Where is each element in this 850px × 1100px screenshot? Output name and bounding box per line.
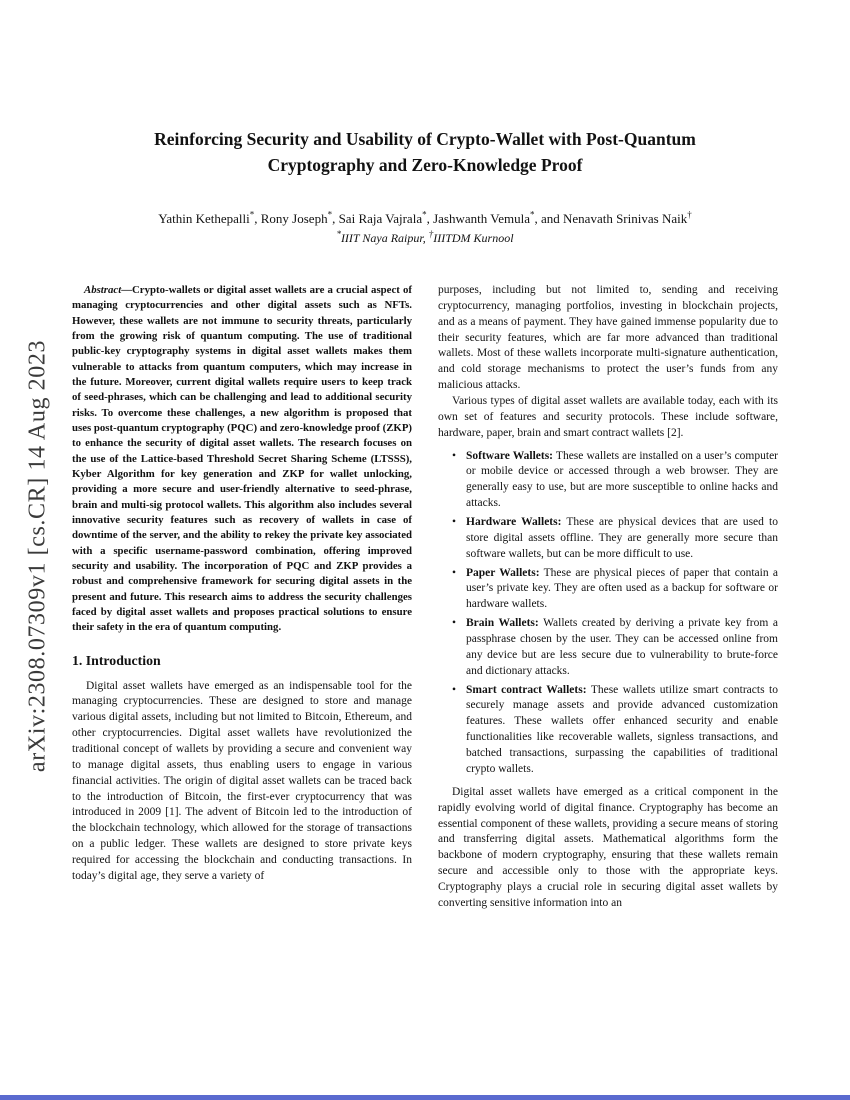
author-name: Jashwanth Vemula*, and xyxy=(433,209,564,226)
abstract xyxy=(72,283,412,636)
affiliation-mark: * xyxy=(336,229,341,239)
wallet-type-text: These are physical pieces of paper that contain a user’s private key. They are often used as a backup for software or hardware wallets. xyxy=(466,566,778,611)
abstract-label: Abstract xyxy=(84,284,122,296)
affiliation-text: IIITDM Kurnool xyxy=(433,231,514,245)
list-item xyxy=(442,515,778,563)
author-separator: , xyxy=(332,211,339,226)
wallet-type-label: Smart contract Wallets: xyxy=(466,683,587,696)
wallet-type-text: These wallets are installed on a user’s computer or mobile device or accessed through a web browser. They are generally easy to use, but are more susceptible to online hacks and attacks. xyxy=(466,449,778,510)
list-item-body xyxy=(466,683,778,778)
bullet-icon: • xyxy=(451,617,457,630)
intro-paragraph-1: Digital asset wallets have emerged as an indispensable tool for the managing cryptocurrencies. These are designed to store and manage various digital assets, including but not limited to Bitcoin, Ethereum, and other cryptocurrencies. Digital asset wallets have revolutionized the traditional concept of wallets by providing a secure and convenient way to manage digital assets, thus enabling users to engage in various financial activities. The origin of digital asset wallets can be traced back to the introduction of Bitcoin, the first-ever cryptocurrency that was introduced in 2009 [1]. The advent of Bitcoin led to the introduction of the blockchain technology, which allowed for the storage of transactions on a public ledger. These wallets are designed to store private keys required for accessing the blockchain and conducting transactions. In today’s digital age, they serve a variety of xyxy=(72,679,412,882)
author-name: Yathin Kethepalli*, xyxy=(158,209,261,226)
bullet-icon: • xyxy=(451,566,457,579)
intro-paragraph-2: Various types of digital asset wallets are available today, each with its own set of features and security protocols. These include software, hardware, paper, brain and smart contract wallets [2]. xyxy=(438,395,778,439)
list-item xyxy=(442,449,778,512)
list-item-body xyxy=(466,566,778,614)
author-mark: * xyxy=(529,209,535,220)
wallet-type-text: Wallets created by deriving a private key from a passphrase chosen by the user. They can be accessed online from any device but are less secure due to vulnerability to brute-force and dictionary attacks. xyxy=(466,617,778,677)
abstract-text: —Crypto-wallets or digital asset wallets are a crucial aspect of managing cryptocurrencies and other digital assets such as NFTs. However, these wallets are not immune to security threats, particularly from the growing risk of quantum computing. The use of traditional public-key cryptography systems in digital asset wallets makes them vulnerable to attacks from quantum computers, which may increase in the future. Moreover, current digital wallets require users to keep track of seed-phrases, which can be challenging and lead to additional security risks. To overcome these challenges, a new algorithm is proposed that uses post-quantum cryptography (PQC) and zero-knowledge proof (ZKP) to enhance the security of digital asset wallets. The research focuses on the use of the Lattice-based Threshold Secret Sharing Scheme (LTSSS), Kyber Algorithm for key generation and ZKP for wallet unlocking, providing a more secure and user-friendly alternative to seed-phrase, brain and multi-sig protocol wallets. This algorithm also includes several innovative security features such as recovery of wallets in case of downtime of the server, and the ability to rekey the private key associated with a specific username-password combination, offering improved security and usability. The incorporation of PQC and ZKP provides a robust and comprehensive framework for securing digital assets in the present and future. This research aims to address the security challenges faced by digital asset wallets and proposes practical solutions to ensure their safety in the era of quantum computing. xyxy=(72,284,413,634)
wallet-type-label: Software Wallets: xyxy=(466,449,554,462)
two-column-body xyxy=(72,283,778,912)
list-item xyxy=(442,683,778,778)
right-column xyxy=(438,283,778,912)
section-heading-introduction: 1. Introduction xyxy=(72,652,161,668)
author-name: Sai Raja Vajrala*, xyxy=(338,209,434,226)
bottom-border xyxy=(0,1095,850,1100)
affiliation-line xyxy=(0,231,850,246)
author-mark: * xyxy=(249,209,255,220)
affiliation-text: IIIT Naya Raipur, xyxy=(340,231,429,245)
wallet-type-label: Paper Wallets: xyxy=(466,566,540,579)
wallet-types-list xyxy=(442,449,778,778)
intro-paragraph-1-continued: purposes, including but not limited to, sending and receiving cryptocurrency, managing portfolios, investing in blockchain projects, and as a means of payment. They have gained immense popularity due to their security features, which are far more advanced than traditional wallets. Most of these wallets incorporate multi-signature authentication, and cold storage mechanisms to protect the user’s funds from any malicious attacks. xyxy=(438,284,778,392)
author-mark: * xyxy=(327,209,333,220)
author-name: Rony Joseph*, xyxy=(260,209,339,226)
paper-title-text: Reinforcing Security and Usability of Crypto-Wallet with Post-Quantum Cryptography and Zero-Knowledge Proof xyxy=(154,129,696,176)
bullet-icon: • xyxy=(451,449,457,462)
list-item-body xyxy=(466,515,778,563)
bullet-icon: • xyxy=(451,516,457,529)
wallet-type-label: Hardware Wallets: xyxy=(466,516,562,529)
authors-line xyxy=(0,211,850,227)
wallet-type-text: These wallets utilize smart contracts to securely manage assets and provide advanced customization features. These wallets offer enhanced security and enable functionalities like recoverable wallets, signless transactions, and batched transactions, surpassing the capabilities of traditional crypto wallets. xyxy=(466,683,778,775)
author-name: Nenavath Srinivas Naik† xyxy=(563,209,692,226)
bullet-icon: • xyxy=(451,683,457,696)
paper-title xyxy=(0,126,850,179)
list-item xyxy=(442,616,778,679)
list-item-body xyxy=(466,449,778,512)
list-item xyxy=(442,566,778,614)
arxiv-watermark: arXiv:2308.07309v1 [cs.CR] 14 Aug 2023 xyxy=(24,339,51,773)
wallet-type-text: These are physical devices that are used to store digital assets offline. They are generally more secure than software wallets, but can be more difficult to use. xyxy=(466,516,778,560)
author-separator: , xyxy=(254,211,261,226)
list-item-body xyxy=(466,616,778,679)
wallet-type-label: Brain Wallets: xyxy=(466,617,539,630)
left-column xyxy=(72,283,412,912)
author-mark: * xyxy=(422,209,427,220)
author-separator: , xyxy=(426,211,434,226)
intro-paragraph-3: Digital asset wallets have emerged as a critical component in the rapidly evolving world of digital finance. Cryptography has become an essential component of these wallets, providing a secure means of storing and transferring digital assets. Mathematical algorithms form the backbone of modern cryptography, ensuring that these wallets remain secure and accessible only to those with the appropriate keys. Cryptography plays a crucial role in securing digital asset wallets by converting sensitive information into an xyxy=(438,785,778,909)
author-mark: † xyxy=(687,209,692,220)
affiliation-mark: † xyxy=(428,229,434,239)
author-separator: , and xyxy=(534,211,564,226)
